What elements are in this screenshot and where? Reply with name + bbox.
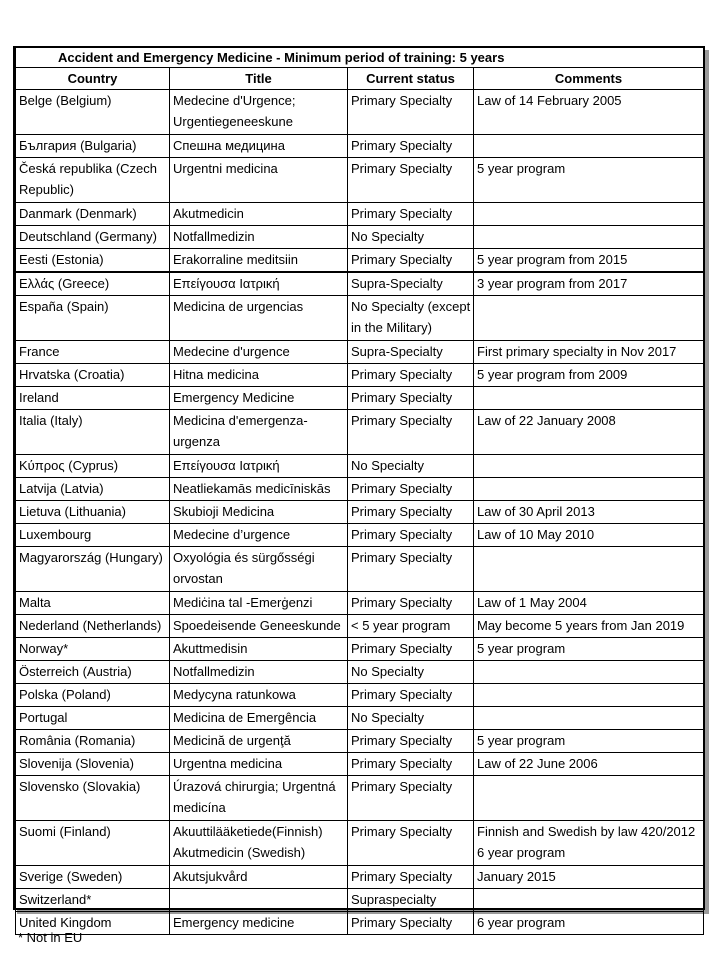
status-cell bbox=[348, 203, 474, 226]
country-cell bbox=[16, 524, 170, 547]
country-cell-text: Italia (Italy) bbox=[19, 413, 83, 428]
comments-cell-text: 5 year program from 2009 bbox=[477, 367, 628, 382]
title-cell bbox=[170, 592, 348, 615]
title-cell-text: Medycyna ratunkowa bbox=[173, 687, 296, 702]
country-cell-text: Portugal bbox=[19, 710, 68, 725]
title-cell-text: Επείγουσα Ιατρική bbox=[173, 458, 280, 473]
comments-cell-text: Law of 10 May 2010 bbox=[477, 527, 595, 542]
status-cell bbox=[348, 455, 474, 478]
comments-cell-text: 5 year program bbox=[477, 733, 566, 748]
comments-cell-text: January 2015 bbox=[477, 869, 556, 884]
status-cell-text: Primary Specialty bbox=[351, 824, 453, 839]
country-cell-text: Ελλάς (Greece) bbox=[19, 276, 110, 291]
header-title: Title bbox=[170, 68, 348, 90]
comments-cell bbox=[474, 296, 704, 341]
title-cell bbox=[170, 203, 348, 226]
comments-cell bbox=[474, 478, 704, 501]
table-row bbox=[16, 889, 704, 912]
footnote: * Not in EU bbox=[18, 930, 83, 945]
status-cell-text: Supra-Specialty bbox=[351, 344, 443, 359]
status-cell-text: Primary Specialty bbox=[351, 641, 453, 656]
country-cell bbox=[16, 410, 170, 455]
title-cell bbox=[170, 226, 348, 249]
title-cell-text: Medecine d’urgence bbox=[173, 527, 291, 542]
comments-cell bbox=[474, 707, 704, 730]
title-cell-text: Hitna medicina bbox=[173, 367, 259, 382]
status-cell bbox=[348, 547, 474, 592]
title-cell bbox=[170, 249, 348, 273]
country-cell bbox=[16, 615, 170, 638]
title-cell bbox=[170, 387, 348, 410]
table-row bbox=[16, 615, 704, 638]
comments-cell bbox=[474, 341, 704, 364]
country-cell-text: Norway* bbox=[19, 641, 69, 656]
status-cell bbox=[348, 341, 474, 364]
table-row bbox=[16, 501, 704, 524]
status-cell-text: Supra-Specialty bbox=[351, 276, 443, 291]
country-cell-text: Österreich (Austria) bbox=[19, 664, 132, 679]
title-cell bbox=[170, 478, 348, 501]
title-cell bbox=[170, 158, 348, 203]
title-cell bbox=[170, 547, 348, 592]
status-cell bbox=[348, 410, 474, 455]
status-cell bbox=[348, 889, 474, 912]
title-cell bbox=[170, 912, 348, 935]
comments-cell bbox=[474, 249, 704, 273]
status-cell bbox=[348, 296, 474, 341]
country-cell bbox=[16, 661, 170, 684]
status-cell bbox=[348, 135, 474, 158]
header-comments: Comments bbox=[474, 68, 704, 90]
status-cell bbox=[348, 707, 474, 730]
table-row bbox=[16, 478, 704, 501]
country-cell bbox=[16, 387, 170, 410]
title-cell bbox=[170, 615, 348, 638]
comments-cell bbox=[474, 753, 704, 776]
comments-cell bbox=[474, 821, 704, 866]
comments-cell-text: First primary specialty in Nov 2017 bbox=[477, 344, 677, 359]
title-cell bbox=[170, 707, 348, 730]
table-row bbox=[16, 158, 704, 203]
comments-cell bbox=[474, 501, 704, 524]
status-cell-text: No Specialty (except in the Military) bbox=[351, 299, 471, 335]
country-cell-text: Lietuva (Lithuania) bbox=[19, 504, 126, 519]
country-cell-text: România (Romania) bbox=[19, 733, 136, 748]
status-cell bbox=[348, 272, 474, 296]
title-cell-text: Emergency medicine bbox=[173, 915, 295, 930]
comments-cell bbox=[474, 410, 704, 455]
title-cell bbox=[170, 296, 348, 341]
comments-cell bbox=[474, 135, 704, 158]
table-body bbox=[16, 90, 704, 935]
header-current-status: Current status bbox=[348, 68, 474, 90]
status-cell-text: Primary Specialty bbox=[351, 915, 453, 930]
status-cell-text: Primary Specialty bbox=[351, 413, 453, 428]
table-row bbox=[16, 661, 704, 684]
comments-cell bbox=[474, 638, 704, 661]
table-row bbox=[16, 341, 704, 364]
comments-cell bbox=[474, 547, 704, 592]
status-cell bbox=[348, 387, 474, 410]
status-cell bbox=[348, 638, 474, 661]
country-cell-text: Switzerland* bbox=[19, 892, 92, 907]
status-cell-text: Primary Specialty bbox=[351, 779, 453, 794]
status-cell-text: Primary Specialty bbox=[351, 161, 453, 176]
title-cell bbox=[170, 501, 348, 524]
title-cell-text: Akutsjukvård bbox=[173, 869, 248, 884]
comments-cell-text: May become 5 years from Jan 2019 bbox=[477, 618, 685, 633]
comments-cell bbox=[474, 912, 704, 935]
status-cell-text: Primary Specialty bbox=[351, 138, 453, 153]
title-cell-text: Medicina de Emergência bbox=[173, 710, 317, 725]
header-country: Country bbox=[16, 68, 170, 90]
comments-cell bbox=[474, 387, 704, 410]
title-cell bbox=[170, 821, 348, 866]
title-cell bbox=[170, 730, 348, 753]
comments-cell bbox=[474, 615, 704, 638]
status-cell-text: Primary Specialty bbox=[351, 756, 453, 771]
table-title: Accident and Emergency Medicine - Minimum period of training: 5 years bbox=[16, 48, 704, 68]
status-cell-text: No Specialty bbox=[351, 458, 424, 473]
status-cell-text: Primary Specialty bbox=[351, 550, 453, 565]
status-cell bbox=[348, 912, 474, 935]
table-row bbox=[16, 638, 704, 661]
status-cell bbox=[348, 249, 474, 273]
status-cell bbox=[348, 615, 474, 638]
comments-cell-text: 5 year program from 2015 bbox=[477, 252, 628, 267]
title-cell bbox=[170, 638, 348, 661]
country-cell bbox=[16, 684, 170, 707]
status-cell-text: Primary Specialty bbox=[351, 504, 453, 519]
country-cell-text: Danmark (Denmark) bbox=[19, 206, 137, 221]
training-table-frame bbox=[13, 46, 705, 930]
country-cell bbox=[16, 821, 170, 866]
title-cell-text: Medicina de urgencias bbox=[173, 299, 304, 314]
table-row bbox=[16, 547, 704, 592]
title-cell-text: Úrazová chirurgia; Urgentná medicína bbox=[173, 779, 336, 815]
table-title-row bbox=[16, 48, 704, 68]
comments-cell bbox=[474, 524, 704, 547]
country-cell bbox=[16, 889, 170, 912]
country-cell bbox=[16, 341, 170, 364]
status-cell-text: Supraspecialty bbox=[351, 892, 437, 907]
status-cell-text: Primary Specialty bbox=[351, 595, 453, 610]
status-cell bbox=[348, 684, 474, 707]
table-row bbox=[16, 592, 704, 615]
status-cell bbox=[348, 90, 474, 135]
country-cell bbox=[16, 158, 170, 203]
country-cell bbox=[16, 730, 170, 753]
status-cell-text: Primary Specialty bbox=[351, 93, 453, 108]
training-table bbox=[15, 48, 704, 935]
status-cell-text: No Specialty bbox=[351, 229, 424, 244]
comments-cell bbox=[474, 866, 704, 889]
table-row bbox=[16, 135, 704, 158]
country-cell bbox=[16, 478, 170, 501]
title-cell bbox=[170, 341, 348, 364]
status-cell-text: Primary Specialty bbox=[351, 367, 453, 382]
title-cell bbox=[170, 90, 348, 135]
title-cell bbox=[170, 661, 348, 684]
status-cell-text: Primary Specialty bbox=[351, 390, 453, 405]
title-cell-text: Medicina d'emergenza- urgenza bbox=[173, 413, 308, 449]
status-cell-text: Primary Specialty bbox=[351, 527, 453, 542]
status-cell bbox=[348, 821, 474, 866]
status-cell bbox=[348, 753, 474, 776]
country-cell bbox=[16, 547, 170, 592]
table-row bbox=[16, 524, 704, 547]
title-cell-text: Notfallmedizin bbox=[173, 229, 255, 244]
status-cell bbox=[348, 592, 474, 615]
status-cell-text: Primary Specialty bbox=[351, 481, 453, 496]
country-cell-text: España (Spain) bbox=[19, 299, 109, 314]
table-row bbox=[16, 203, 704, 226]
country-cell-text: Slovenija (Slovenia) bbox=[19, 756, 134, 771]
comments-cell-text: Law of 1 May 2004 bbox=[477, 595, 587, 610]
title-cell-text: Спешна медицина bbox=[173, 138, 285, 153]
status-cell-text: Primary Specialty bbox=[351, 687, 453, 702]
title-cell-text: Spoedeisende Geneeskunde bbox=[173, 618, 341, 633]
title-cell-text: Mediċina tal -Emerġenzi bbox=[173, 595, 313, 610]
table-row bbox=[16, 90, 704, 135]
country-cell bbox=[16, 296, 170, 341]
country-cell bbox=[16, 592, 170, 615]
table-row bbox=[16, 753, 704, 776]
table-row bbox=[16, 249, 704, 273]
country-cell bbox=[16, 866, 170, 889]
title-cell bbox=[170, 866, 348, 889]
title-cell bbox=[170, 889, 348, 912]
title-cell-text: Skubioji Medicina bbox=[173, 504, 275, 519]
status-cell bbox=[348, 730, 474, 753]
title-cell bbox=[170, 524, 348, 547]
status-cell bbox=[348, 478, 474, 501]
status-cell bbox=[348, 524, 474, 547]
country-cell bbox=[16, 249, 170, 273]
status-cell bbox=[348, 501, 474, 524]
comments-cell bbox=[474, 776, 704, 821]
country-cell-text: Polska (Poland) bbox=[19, 687, 111, 702]
table-row bbox=[16, 730, 704, 753]
comments-cell-text: Law of 14 February 2005 bbox=[477, 93, 622, 108]
comments-cell bbox=[474, 592, 704, 615]
title-cell-text: Akutmedicin bbox=[173, 206, 244, 221]
table-row bbox=[16, 455, 704, 478]
country-cell bbox=[16, 226, 170, 249]
comments-cell bbox=[474, 684, 704, 707]
status-cell bbox=[348, 158, 474, 203]
country-cell-text: Eesti (Estonia) bbox=[19, 252, 104, 267]
comments-cell-text: 3 year program from 2017 bbox=[477, 276, 628, 291]
country-cell-text: Sverige (Sweden) bbox=[19, 869, 123, 884]
title-cell bbox=[170, 364, 348, 387]
country-cell-text: Magyarország (Hungary) bbox=[19, 550, 163, 565]
table-row bbox=[16, 821, 704, 866]
status-cell bbox=[348, 364, 474, 387]
status-cell-text: Primary Specialty bbox=[351, 206, 453, 221]
comments-cell bbox=[474, 455, 704, 478]
title-cell-text: Erakorraline meditsiin bbox=[173, 252, 298, 267]
table-row bbox=[16, 684, 704, 707]
title-cell-text: Επείγουσα Ιατρική bbox=[173, 276, 280, 291]
country-cell-text: Belge (Belgium) bbox=[19, 93, 112, 108]
status-cell-text: No Specialty bbox=[351, 710, 424, 725]
country-cell-text: Hrvatska (Croatia) bbox=[19, 367, 125, 382]
title-cell-text: Urgentni medicina bbox=[173, 161, 278, 176]
comments-cell bbox=[474, 364, 704, 387]
table-row bbox=[16, 387, 704, 410]
title-cell bbox=[170, 272, 348, 296]
title-cell-text: Medecine d'urgence bbox=[173, 344, 290, 359]
comments-cell-text: Finnish and Swedish by law 420/2012 6 year program bbox=[477, 824, 696, 860]
title-cell-text: Akuuttilääketiede(Finnish) Akutmedicin (Swedish) bbox=[173, 824, 323, 860]
title-cell-text: Neatliekamās medicīniskās bbox=[173, 481, 331, 496]
status-cell bbox=[348, 776, 474, 821]
comments-cell-text: Law of 22 January 2008 bbox=[477, 413, 616, 428]
country-cell-text: Deutschland (Germany) bbox=[19, 229, 157, 244]
table-header-row bbox=[16, 68, 704, 90]
country-cell bbox=[16, 707, 170, 730]
status-cell-text: < 5 year program bbox=[351, 618, 451, 633]
country-cell bbox=[16, 364, 170, 387]
comments-cell-text: 6 year program bbox=[477, 915, 566, 930]
table-row bbox=[16, 364, 704, 387]
comments-cell bbox=[474, 272, 704, 296]
country-cell-text: Ireland bbox=[19, 390, 59, 405]
comments-cell bbox=[474, 889, 704, 912]
title-cell bbox=[170, 455, 348, 478]
title-cell-text: Medecine d'Urgence; Urgentiegeneeskune bbox=[173, 93, 296, 129]
comments-cell bbox=[474, 661, 704, 684]
comments-cell bbox=[474, 90, 704, 135]
country-cell-text: Latvija (Latvia) bbox=[19, 481, 104, 496]
title-cell-text: Notfallmedizin bbox=[173, 664, 255, 679]
title-cell bbox=[170, 135, 348, 158]
table-row bbox=[16, 410, 704, 455]
country-cell bbox=[16, 135, 170, 158]
country-cell bbox=[16, 272, 170, 296]
country-cell-text: France bbox=[19, 344, 60, 359]
comments-cell bbox=[474, 730, 704, 753]
status-cell-text: Primary Specialty bbox=[351, 252, 453, 267]
title-cell-text: Urgentna medicina bbox=[173, 756, 283, 771]
country-cell-text: Česká republika (Czech Republic) bbox=[19, 161, 158, 197]
country-cell bbox=[16, 753, 170, 776]
country-cell-text: България (Bulgaria) bbox=[19, 138, 137, 153]
title-cell bbox=[170, 684, 348, 707]
table-row bbox=[16, 707, 704, 730]
country-cell bbox=[16, 455, 170, 478]
status-cell bbox=[348, 661, 474, 684]
table-row bbox=[16, 296, 704, 341]
title-cell bbox=[170, 776, 348, 821]
comments-cell bbox=[474, 203, 704, 226]
comments-cell-text: 5 year program bbox=[477, 641, 566, 656]
table-row bbox=[16, 912, 704, 935]
table-row bbox=[16, 866, 704, 889]
country-cell bbox=[16, 203, 170, 226]
title-cell-text: Akuttmedisin bbox=[173, 641, 248, 656]
table-row bbox=[16, 226, 704, 249]
status-cell-text: Primary Specialty bbox=[351, 869, 453, 884]
title-cell-text: Medicină de urgenţă bbox=[173, 733, 291, 748]
country-cell-text: Slovensko (Slovakia) bbox=[19, 779, 141, 794]
title-cell bbox=[170, 410, 348, 455]
title-cell-text: Oxyológia és sürgősségi orvostan bbox=[173, 550, 315, 586]
title-cell bbox=[170, 753, 348, 776]
country-cell bbox=[16, 90, 170, 135]
status-cell-text: Primary Specialty bbox=[351, 733, 453, 748]
country-cell-text: Suomi (Finland) bbox=[19, 824, 111, 839]
country-cell-text: Κύπρος (Cyprus) bbox=[19, 458, 119, 473]
country-cell bbox=[16, 776, 170, 821]
table-row bbox=[16, 272, 704, 296]
comments-cell-text: Law of 22 June 2006 bbox=[477, 756, 598, 771]
country-cell-text: Malta bbox=[19, 595, 51, 610]
country-cell bbox=[16, 501, 170, 524]
table-row bbox=[16, 776, 704, 821]
comments-cell bbox=[474, 158, 704, 203]
comments-cell bbox=[474, 226, 704, 249]
title-cell-text: Emergency Medicine bbox=[173, 390, 295, 405]
status-cell bbox=[348, 866, 474, 889]
status-cell bbox=[348, 226, 474, 249]
country-cell bbox=[16, 638, 170, 661]
country-cell-text: United Kingdom bbox=[19, 915, 112, 930]
country-cell-text: Nederland (Netherlands) bbox=[19, 618, 162, 633]
comments-cell-text: Law of 30 April 2013 bbox=[477, 504, 595, 519]
status-cell-text: No Specialty bbox=[351, 664, 424, 679]
country-cell-text: Luxembourg bbox=[19, 527, 92, 542]
comments-cell-text: 5 year program bbox=[477, 161, 566, 176]
